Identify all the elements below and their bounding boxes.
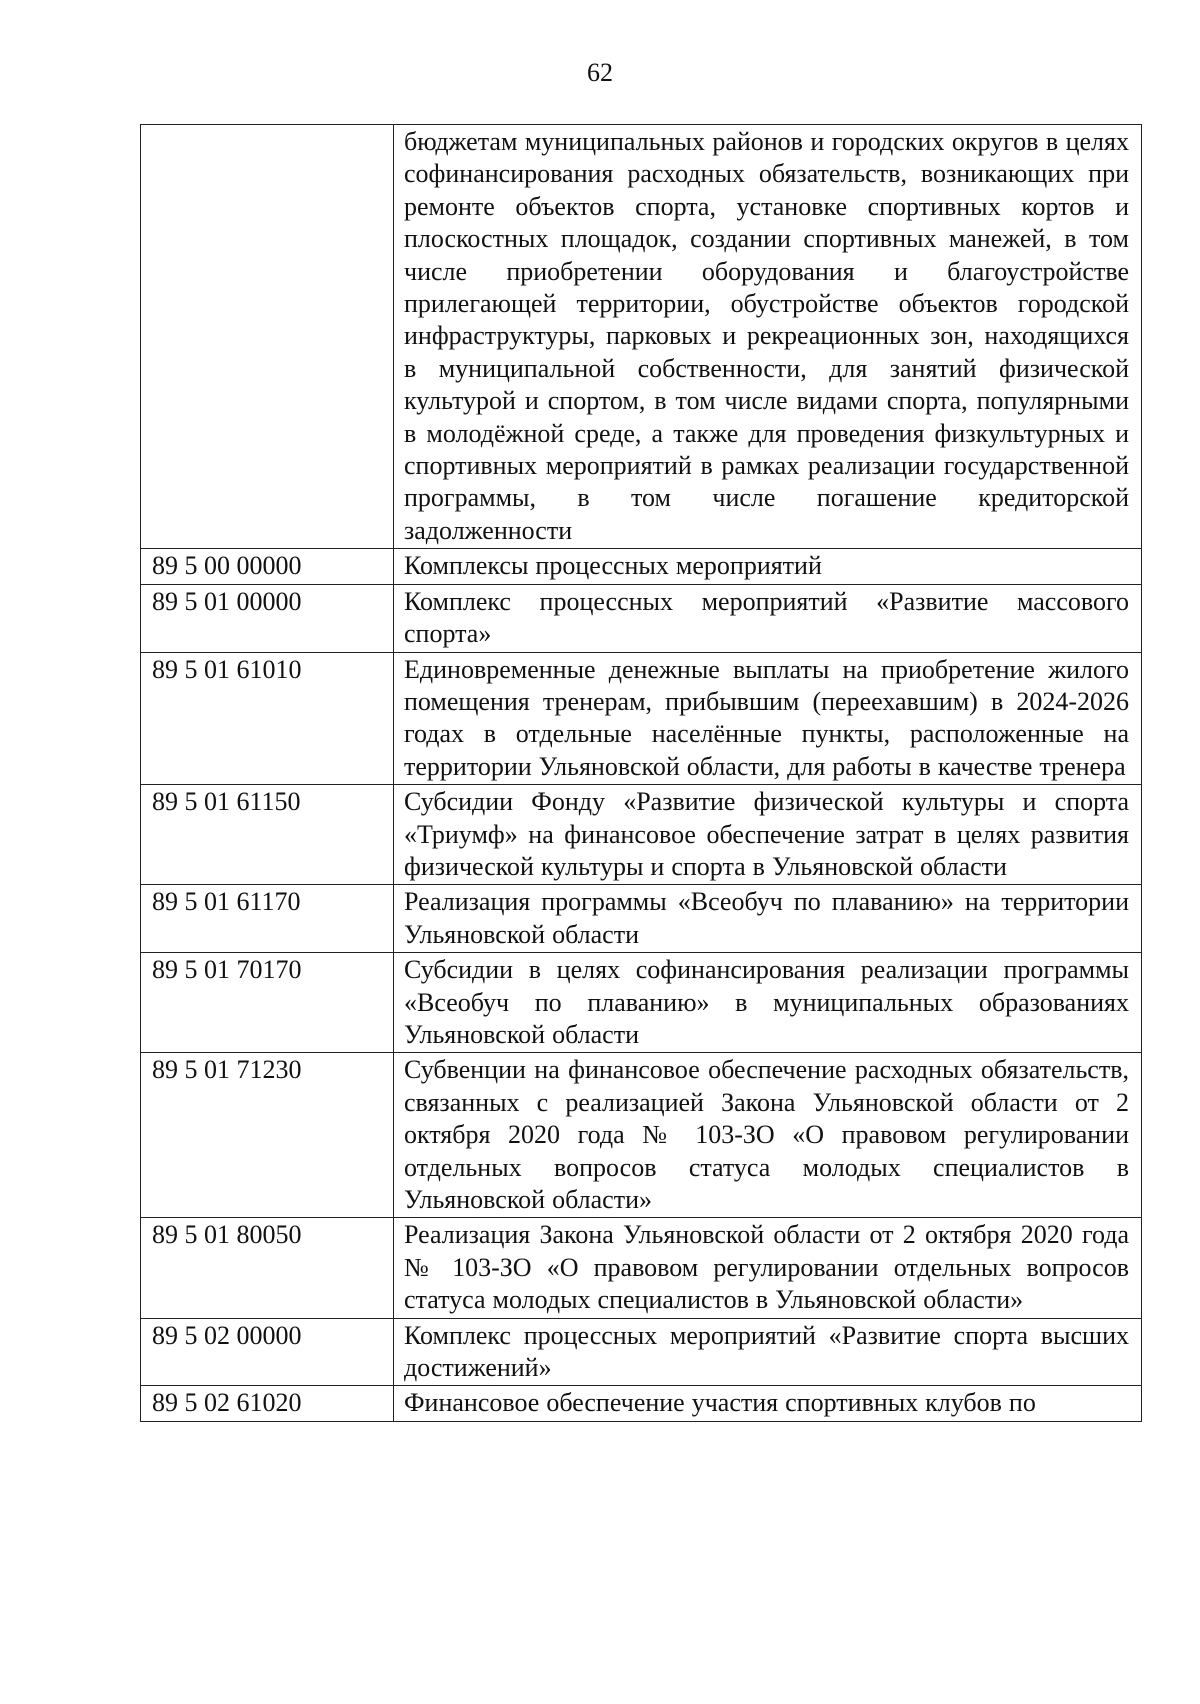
table-row bbox=[141, 885, 1142, 953]
row-description: Субсидии Фонду «Развитие физической культуры и спорта «Триумф» на финансовое обеспечение затрат в целях развития физической культуры и спорта в Ульяновской области bbox=[394, 785, 1142, 885]
row-code: 89 5 00 00000 bbox=[141, 549, 394, 584]
row-description: Комплекс процессных мероприятий «Развитие массового спорта» bbox=[394, 584, 1142, 652]
row-code: 89 5 01 70170 bbox=[141, 953, 394, 1053]
page-number: 62 bbox=[587, 58, 613, 87]
table-row bbox=[141, 652, 1142, 785]
row-description: Финансовое обеспечение участия спортивных клубов по bbox=[394, 1386, 1142, 1421]
row-description: Реализация программы «Всеобуч по плаванию» на территории Ульяновской области bbox=[394, 885, 1142, 953]
table-row bbox=[141, 549, 1142, 584]
row-code bbox=[141, 125, 394, 549]
row-code: 89 5 01 61010 bbox=[141, 652, 394, 785]
row-description: Реализация Закона Ульяновской области от 2 октября 2020 года № 103-ЗО «О правовом регулировании отдельных вопросов статуса молодых специалистов в Ульяновской области» bbox=[394, 1218, 1142, 1318]
row-description: Субсидии в целях софинансирования реализации программы «Всеобуч по плаванию» в муниципальных образованиях Ульяновской области bbox=[394, 953, 1142, 1053]
table-row bbox=[141, 125, 1142, 549]
row-description: Комплексы процессных мероприятий bbox=[394, 549, 1142, 584]
table-row bbox=[141, 1053, 1142, 1218]
table-row bbox=[141, 953, 1142, 1053]
row-description: Комплекс процессных мероприятий «Развитие спорта высших достижений» bbox=[394, 1318, 1142, 1386]
table-row bbox=[141, 1386, 1142, 1421]
row-code: 89 5 01 80050 bbox=[141, 1218, 394, 1318]
row-description: Субвенции на финансовое обеспечение расходных обязательств, связанных с реализацией Закона Ульяновской области от 2 октября 2020 года № 103-ЗО «О правовом регулировании отдельных вопросов статуса молодых специалистов в Ульяновской области» bbox=[394, 1053, 1142, 1218]
row-code: 89 5 01 61150 bbox=[141, 785, 394, 885]
row-code: 89 5 01 00000 bbox=[141, 584, 394, 652]
table-row bbox=[141, 1318, 1142, 1386]
table-row bbox=[141, 785, 1142, 885]
row-description: Единовременные денежные выплаты на приобретение жилого помещения тренерам, прибывшим (переехавшим) в 2024-2026 годах в отдельные населённые пункты, расположенные на территории Ульяновской области, для работы в качестве тренера bbox=[394, 652, 1142, 785]
row-code: 89 5 02 00000 bbox=[141, 1318, 394, 1386]
row-code: 89 5 02 61020 bbox=[141, 1386, 394, 1421]
budget-classification-table bbox=[140, 124, 1142, 1422]
table-row bbox=[141, 584, 1142, 652]
row-description: бюджетам муниципальных районов и городских округов в целях софинансирования расходных обязательств, возникающих при ремонте объектов спорта, установке спортивных кортов и плоскостных площадок, создании спортивных манежей, в том числе приобретении оборудования и благоустройстве прилегающей территории, обустройстве объектов городской инфраструктуры, парковых и рекреационных зон, находящихся в муниципальной собственности, для занятий физической культурой и спортом, в том числе видами спорта, популярными в молодёжной среде, а также для проведения физкультурных и спортивных мероприятий в рамках реализации государственной программы, в том числе погашение кредиторской задолженности bbox=[394, 125, 1142, 549]
row-code: 89 5 01 61170 bbox=[141, 885, 394, 953]
table-row bbox=[141, 1218, 1142, 1318]
row-code: 89 5 01 71230 bbox=[141, 1053, 394, 1218]
